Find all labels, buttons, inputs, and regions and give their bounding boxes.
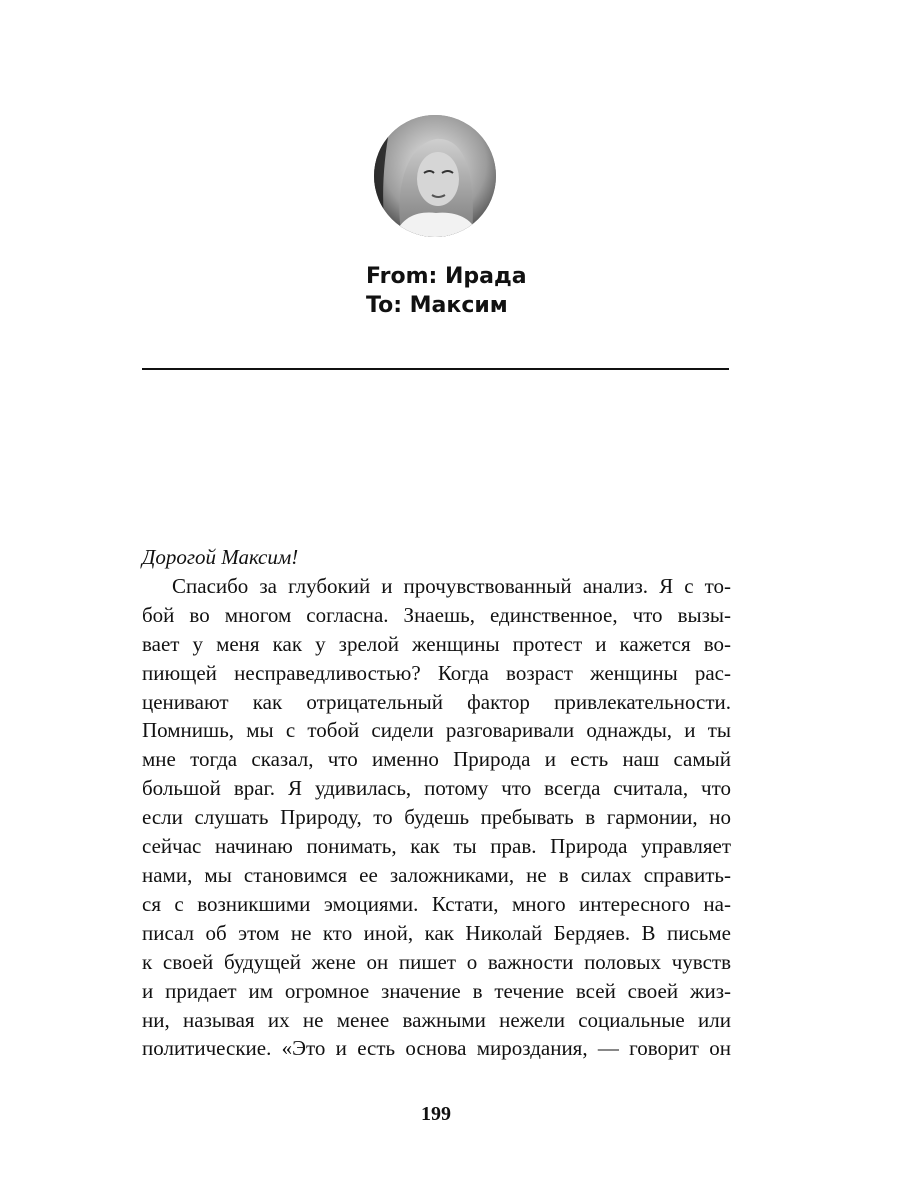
page-number: 199 [421, 1103, 451, 1125]
salutation: Дорогой Максим! [142, 545, 299, 569]
text-line: нами, мы становимся ее заложниками, не в силах справить- [142, 862, 731, 887]
text-line: мне тогда сказал, что именно Природа и есть наш самый [142, 747, 731, 772]
text-line: бой во многом согласна. Знаешь, единственное, что вызы- [142, 602, 731, 627]
text-line: вает у меня как у зрелой женщины протест и кажется во- [142, 631, 731, 656]
text-line: сейчас начинаю понимать, как ты прав. Природа управляет [142, 834, 731, 859]
to-line: To: Максим [366, 293, 508, 318]
text-line: Помнишь, мы с тобой сидели разговаривали однажды, и ты [142, 718, 731, 743]
text-line: политические. «Это и есть основа мироздания, — говорит он [142, 1036, 731, 1061]
letter-header [366, 262, 527, 320]
text-line: писал об этом не кто иной, как Николай Бердяев. В письме [142, 920, 731, 945]
text-line: к своей будущей жене он пишет о важности половых чувств [142, 949, 731, 974]
letter-body [142, 543, 731, 1063]
text-line: пиющей несправедливостью? Когда возраст женщины рас- [142, 660, 731, 685]
text-line: Спасибо за глубокий и прочувствованный анализ. Я с то- [172, 573, 731, 598]
header-divider [142, 368, 729, 370]
text-line: ценивают как отрицательный фактор привлекательности. [142, 689, 731, 714]
from-line: From: Ирада [366, 264, 527, 289]
text-line: если слушать Природу, то будешь пребывать в гармонии, но [142, 805, 731, 830]
text-line: и придает им огромное значение в течение всей своей жиз- [142, 978, 731, 1003]
text-line: ни, называя их не менее важными нежели социальные или [142, 1007, 731, 1032]
text-line: большой враг. Я удивилась, потому что всегда считала, что [142, 776, 731, 801]
portrait-photo-icon [374, 115, 496, 237]
author-avatar [374, 115, 496, 237]
text-line: ся с возникшими эмоциями. Кстати, много интересного на- [142, 891, 731, 916]
